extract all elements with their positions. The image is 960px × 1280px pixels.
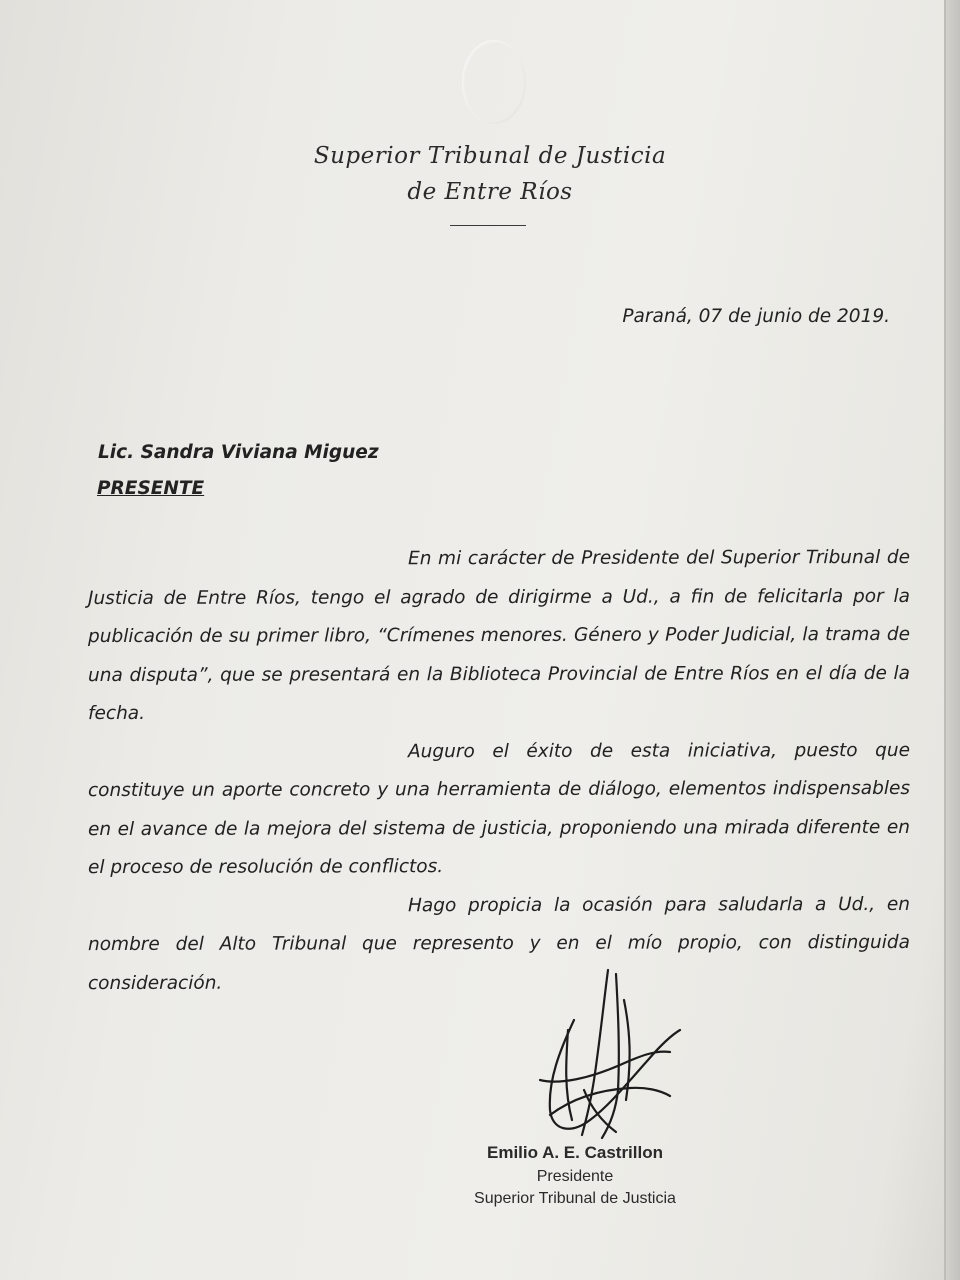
body-paragraph: En mi carácter de Presidente del Superior Tribunal de Justicia de Entre Ríos, tengo el agrado de dirigirme a Ud., a fin de felicitarla por la publicación de su primer libro, “Crímenes menores. Género y Poder Judicial, la trama de una disputa”, que se presentará en la Biblioteca Provincial de Entre Ríos en el día de la fecha. bbox=[88, 546, 910, 725]
letterhead bbox=[300, 140, 680, 208]
letter-body bbox=[88, 539, 910, 1003]
body-paragraph: Hago propicia la ocasión para saludarla a Ud., en nombre del Alto Tribunal que represento y en el mío propio, con distinguida consideración. bbox=[88, 893, 910, 994]
recipient-name: Lic. Sandra Viviana Miguez bbox=[98, 442, 379, 463]
signatory-name: Emilio A. E. Castrillon bbox=[486, 1143, 663, 1162]
body-paragraph: Auguro el éxito de esta iniciativa, puesto que constituye un aporte concreto y una herramienta de diálogo, elementos indispensables en el avance de la mejora del sistema de justicia, proponiendo una mirada diferente en el proceso de resolución de conflictos. bbox=[88, 739, 910, 879]
letterhead-line-1: Superior Tribunal de Justicia bbox=[313, 143, 667, 169]
embossed-seal bbox=[462, 40, 526, 124]
letterhead-line-2: de Entre Ríos bbox=[407, 179, 573, 205]
recipient-status: PRESENTE bbox=[97, 478, 205, 499]
page-edge bbox=[946, 0, 960, 1280]
letter-date: Paraná, 07 de junio de 2019. bbox=[622, 306, 890, 327]
signatory-role: Presidente bbox=[536, 1168, 614, 1185]
handwritten-signature bbox=[520, 960, 700, 1160]
signatory-organization: Superior Tribunal de Justicia bbox=[474, 1190, 676, 1207]
letterhead-divider bbox=[450, 225, 526, 226]
signatory-block bbox=[460, 1142, 690, 1210]
